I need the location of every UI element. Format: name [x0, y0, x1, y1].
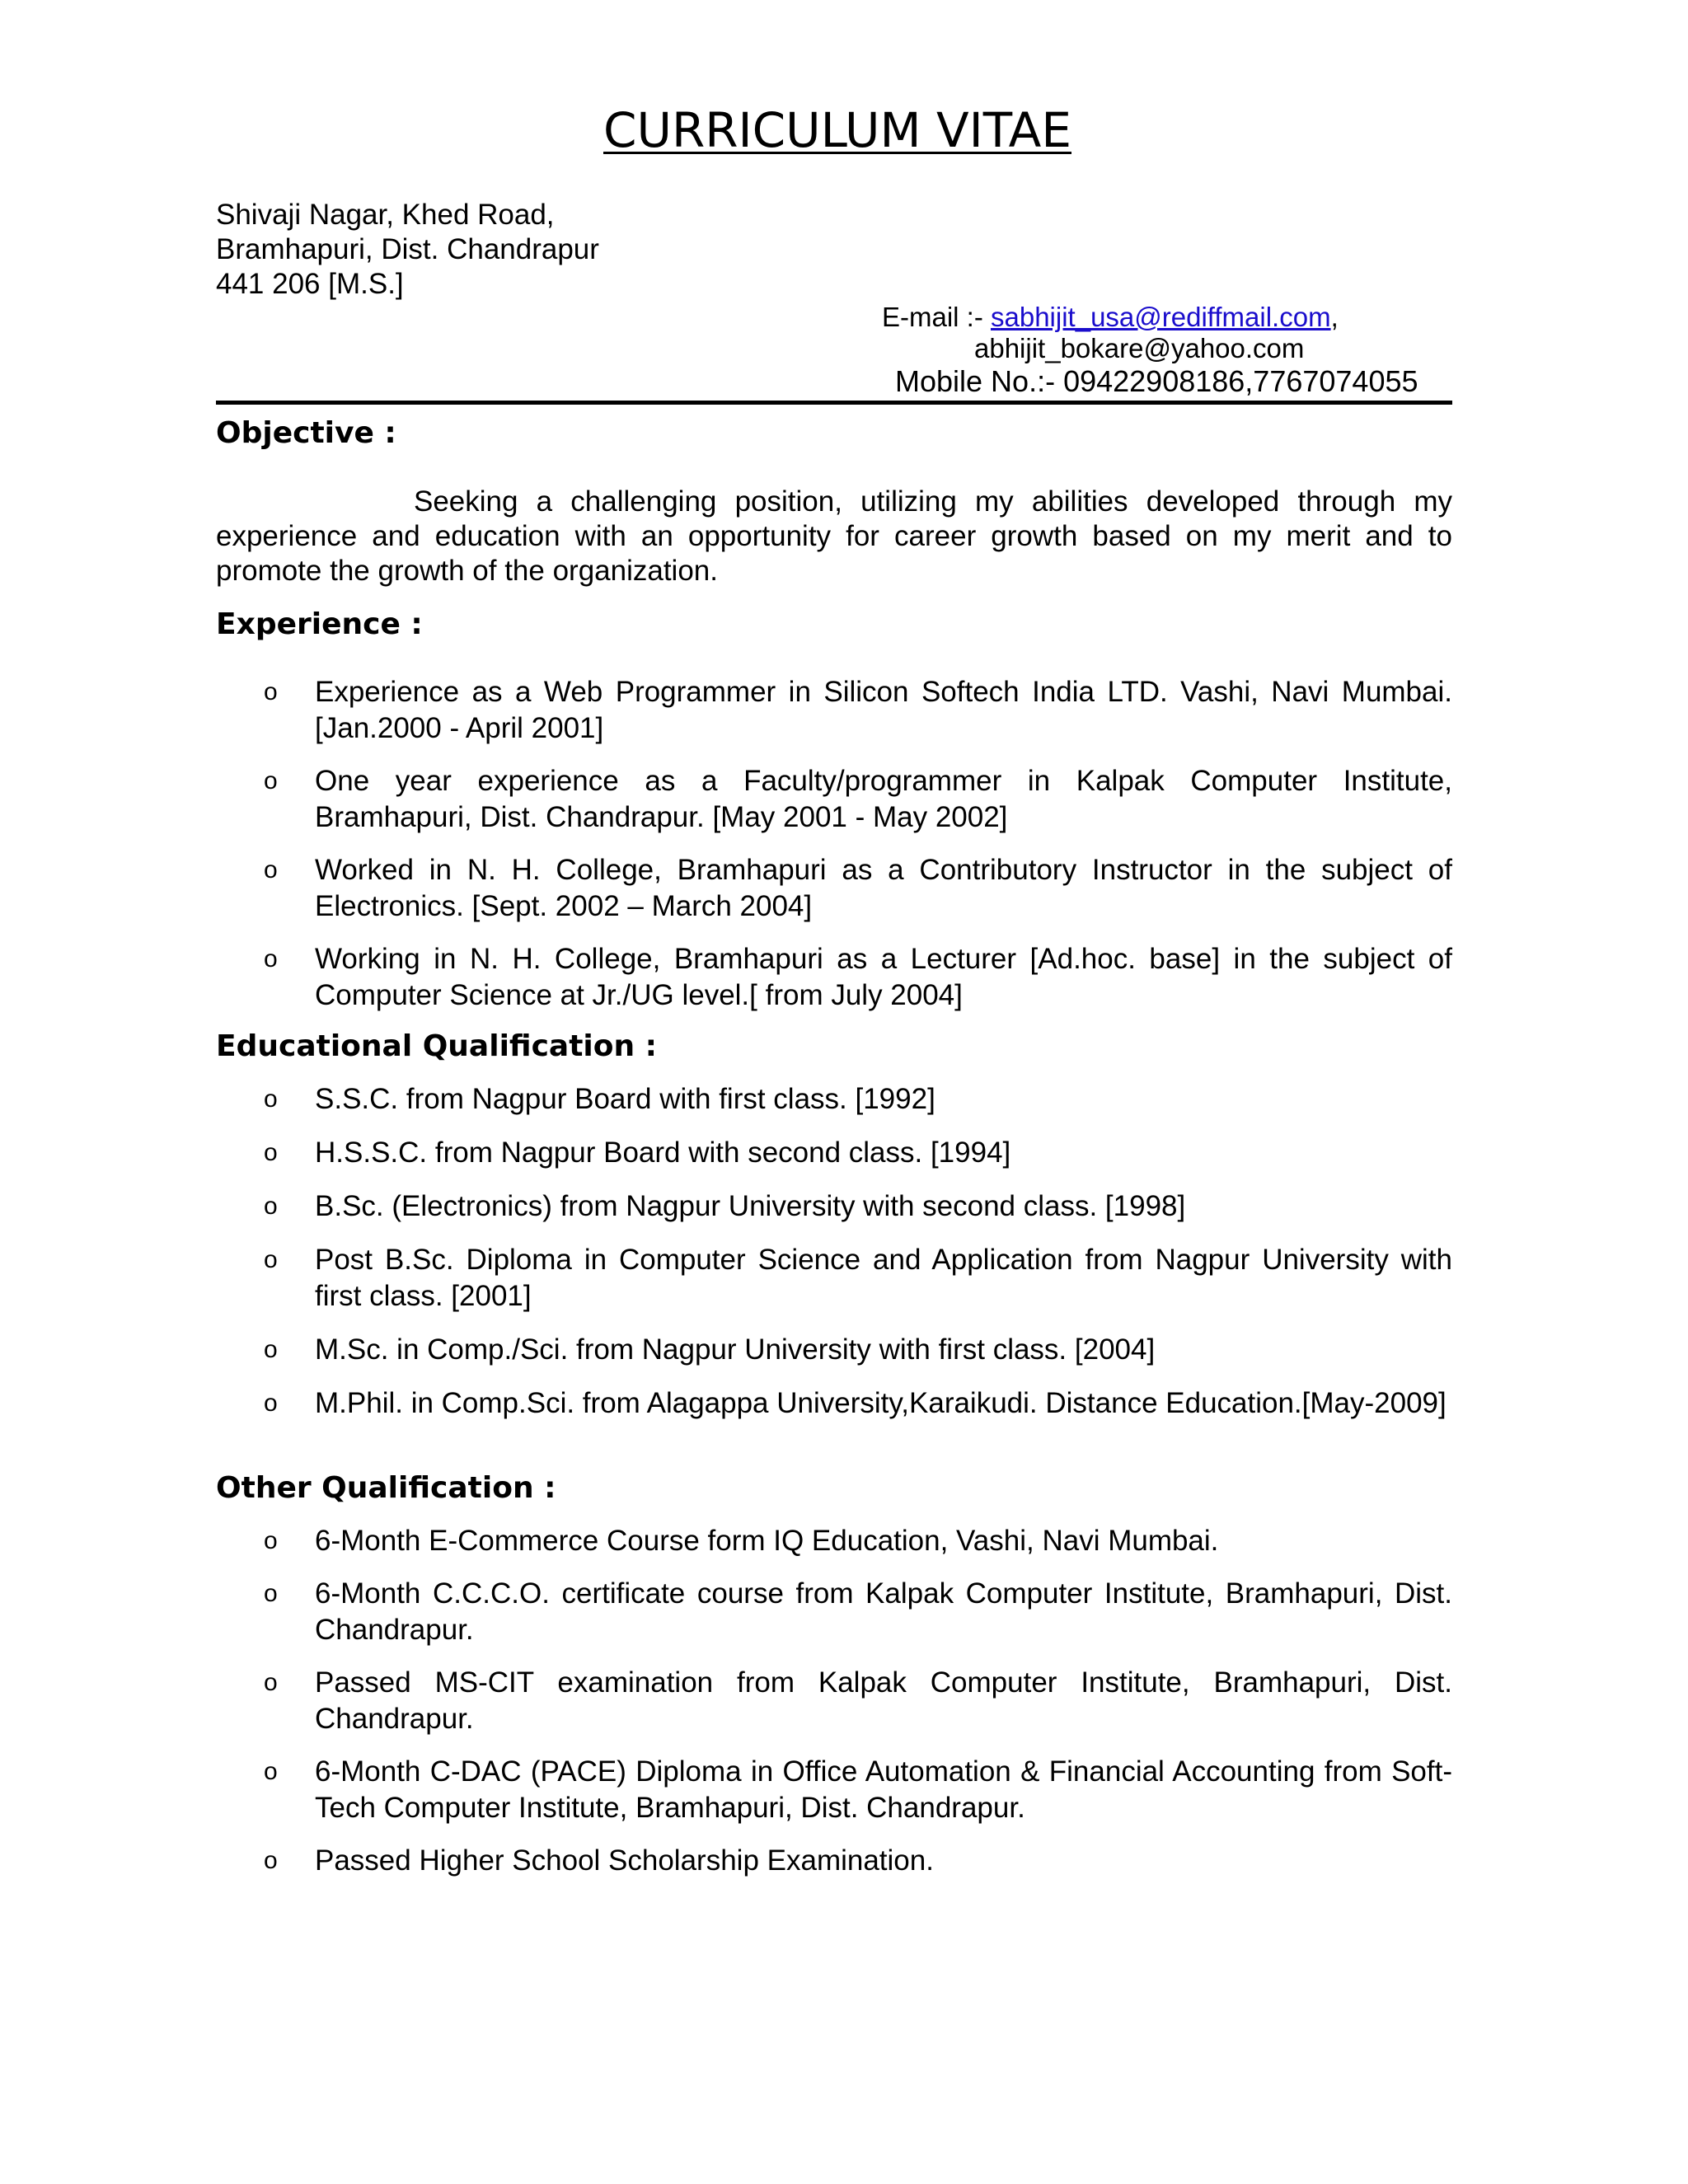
- bullet-icon: o: [264, 1847, 278, 1874]
- list-item-text: Working in N. H. College, Bramhapuri as a Lecturer [Ad.hoc. base] in the subject of Computer Science at Jr./UG level.[ from July 2004]: [315, 943, 1452, 1011]
- address-block: [216, 198, 599, 302]
- list-item: [216, 1135, 1452, 1171]
- list-item: [216, 1523, 1452, 1559]
- experience-heading: Experience :: [216, 607, 423, 641]
- list-item: [216, 1242, 1452, 1315]
- list-item-text: Worked in N. H. College, Bramhapuri as a Contributory Instructor in the subject of Electronics. [Sept. 2002 – March 2004]: [315, 854, 1452, 922]
- education-heading: Educational Qualification :: [216, 1029, 658, 1063]
- experience-list: [216, 674, 1452, 1030]
- list-item-text: M.Phil. in Comp.Sci. from Alagappa University,Karaikudi. Distance Education.[May-2009]: [315, 1387, 1447, 1419]
- other-qualification-heading: Other Qualification :: [216, 1471, 556, 1505]
- objective-text: Seeking a challenging position, utilizing my abilities developed through my experience and education with an opportunity for career growth based on my merit and to promote the growth of the organization.: [216, 485, 1452, 587]
- list-item: [216, 852, 1452, 925]
- bullet-icon: o: [264, 945, 278, 972]
- address-line: Bramhapuri, Dist. Chandrapur: [216, 233, 599, 265]
- email-secondary: abhijit_bokare@yahoo.com: [974, 333, 1305, 363]
- email-primary-link[interactable]: sabhijit_usa@rediffmail.com: [991, 302, 1331, 332]
- bullet-icon: o: [264, 1580, 278, 1607]
- address-line: Shivaji Nagar, Khed Road,: [216, 199, 555, 231]
- bullet-icon: o: [264, 1390, 278, 1417]
- email-separator: ,: [1330, 302, 1339, 332]
- bullet-icon: o: [264, 1758, 278, 1785]
- list-item-text: Passed Higher School Scholarship Examination.: [315, 1844, 934, 1877]
- list-item-text: 6-Month E-Commerce Course form IQ Education, Vashi, Navi Mumbai.: [315, 1525, 1219, 1557]
- list-item-text: S.S.C. from Nagpur Board with first class. [1992]: [315, 1083, 935, 1115]
- list-item: [216, 1188, 1452, 1225]
- list-item-text: Post B.Sc. Diploma in Computer Science and Application from Nagpur University with first class. [2001]: [315, 1244, 1452, 1312]
- list-item-text: M.Sc. in Comp./Sci. from Nagpur University with first class. [2004]: [315, 1333, 1156, 1366]
- list-item: [216, 763, 1452, 836]
- address-line: 441 206 [M.S.]: [216, 268, 404, 300]
- bullet-icon: o: [264, 767, 278, 794]
- bullet-icon: o: [264, 1193, 278, 1220]
- list-item: [216, 674, 1452, 747]
- list-item-text: 6-Month C-DAC (PACE) Diploma in Office Automation & Financial Accounting from Soft-Tech Computer Institute, Bramhapuri, Dist. Chandrapur.: [315, 1755, 1452, 1824]
- list-item: [216, 1332, 1452, 1368]
- objective-heading: Objective :: [216, 416, 396, 450]
- bullet-icon: o: [264, 1139, 278, 1166]
- education-list: [216, 1081, 1452, 1439]
- list-item-text: H.S.S.C. from Nagpur Board with second class. [1994]: [315, 1137, 1011, 1169]
- mobile-number: Mobile No.:- 09422908186,7767074055: [895, 364, 1418, 398]
- other-qualification-list: [216, 1523, 1452, 1896]
- bullet-icon: o: [264, 678, 278, 705]
- list-item: [216, 1754, 1452, 1826]
- list-item-text: Passed MS-CIT examination from Kalpak Computer Institute, Bramhapuri, Dist. Chandrapur.: [315, 1666, 1452, 1735]
- bullet-icon: o: [264, 1669, 278, 1696]
- email-label: E-mail :-: [882, 302, 991, 332]
- header-divider: [216, 401, 1452, 405]
- list-item: [216, 1843, 1452, 1879]
- list-item: [216, 1081, 1452, 1118]
- document-title: CURRICULUM VITAE: [603, 102, 1071, 158]
- email-line: [882, 302, 1339, 333]
- list-item-text: B.Sc. (Electronics) from Nagpur University with second class. [1998]: [315, 1190, 1186, 1222]
- list-item-text: One year experience as a Faculty/programmer in Kalpak Computer Institute, Bramhapuri, Dist. Chandrapur. [May 2001 - May 2002]: [315, 765, 1452, 833]
- list-item-text: 6-Month C.C.C.O. certificate course from Kalpak Computer Institute, Bramhapuri, Dist. Chandrapur.: [315, 1577, 1452, 1646]
- bullet-icon: o: [264, 1336, 278, 1363]
- bullet-icon: o: [264, 856, 278, 883]
- list-item: [216, 1665, 1452, 1737]
- list-item: [216, 1576, 1452, 1648]
- bullet-icon: o: [264, 1085, 278, 1113]
- bullet-icon: o: [264, 1527, 278, 1554]
- list-item: [216, 1385, 1452, 1422]
- bullet-icon: o: [264, 1246, 278, 1273]
- list-item-text: Experience as a Web Programmer in Silicon Softech India LTD. Vashi, Navi Mumbai. [Jan.2000 - April 2001]: [315, 676, 1452, 744]
- list-item: [216, 941, 1452, 1014]
